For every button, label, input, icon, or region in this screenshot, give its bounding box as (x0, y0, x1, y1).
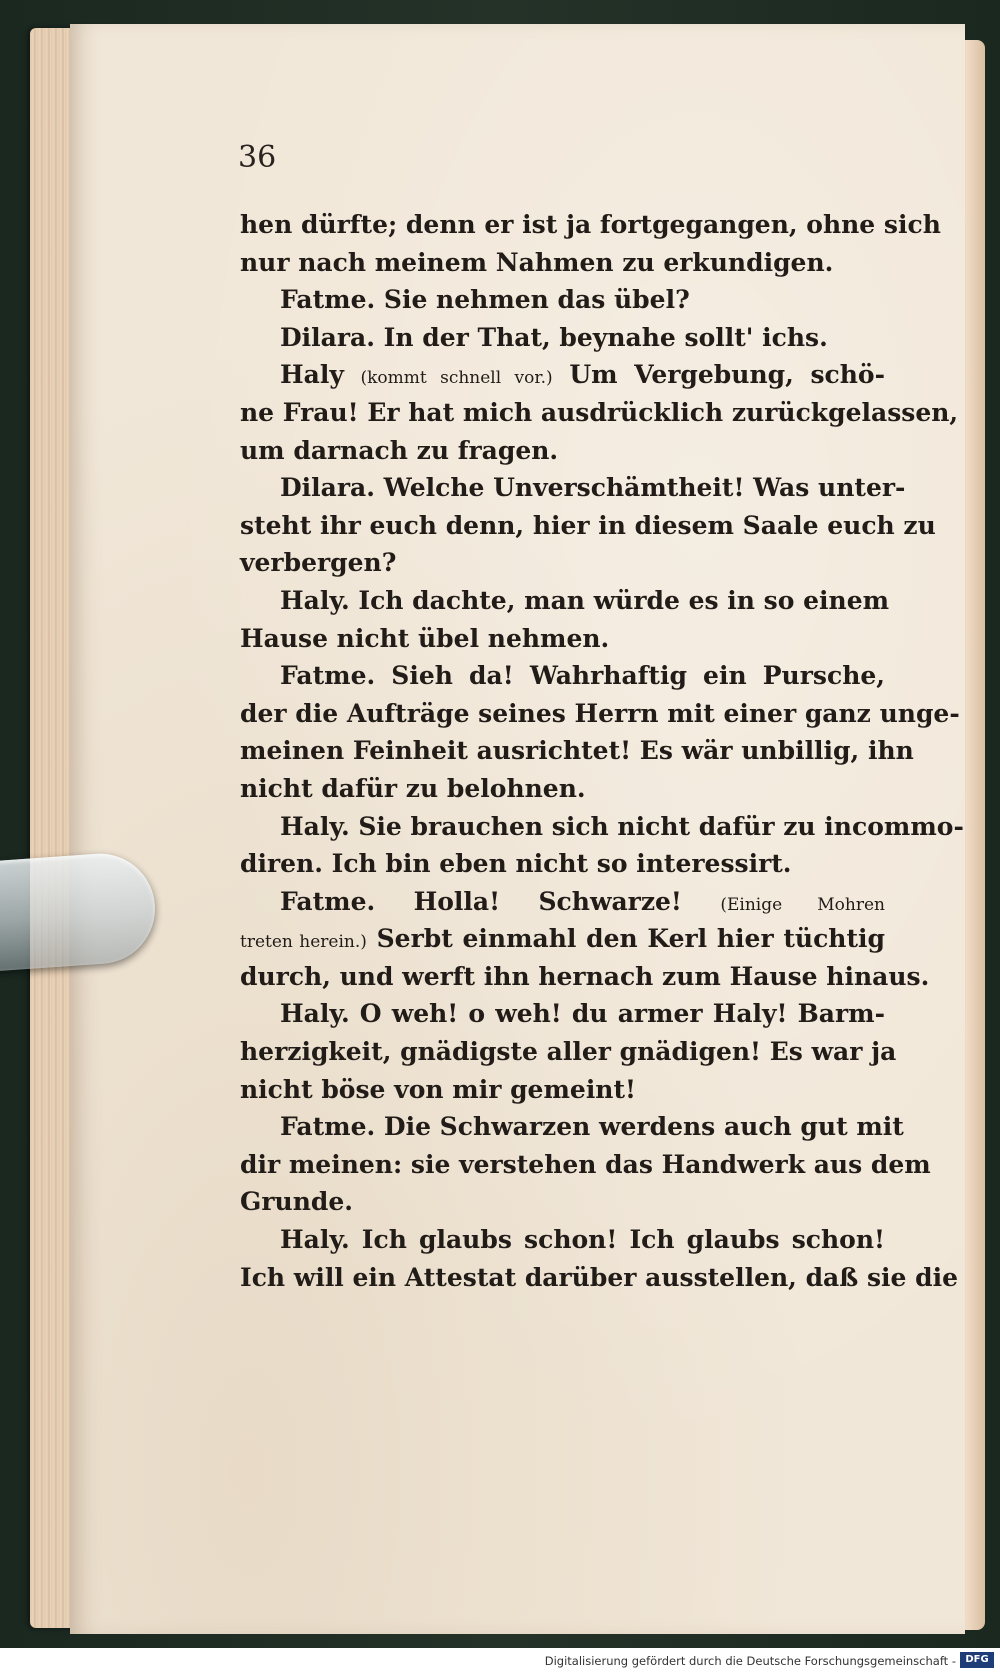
line-text: herzigkeit, gnädigste aller gnädigen! Es war ja (240, 1037, 897, 1067)
text-line (240, 808, 964, 846)
line-text: hen dürfte; denn er ist ja fortgegangen, ohne sich (240, 210, 941, 239)
text-line (240, 582, 890, 620)
text-line (240, 1033, 897, 1071)
text-line (240, 1108, 904, 1146)
text-line (240, 206, 941, 244)
stage-direction: (Einige Mohren (720, 894, 885, 915)
page-text (240, 206, 964, 1296)
page-number: 36 (238, 140, 277, 175)
line-text: nicht dafür zu belohnen. (240, 773, 586, 803)
text-line (240, 244, 885, 282)
line-text: Haly. Ich dachte, man würde es in so einem (280, 585, 890, 615)
text-line (240, 695, 960, 733)
line-text: Haly. O weh! o weh! du armer Haly! Barm- (280, 999, 885, 1029)
line-text: dir meinen: sie verstehen das Handwerk aus dem (240, 1149, 931, 1179)
text-line (240, 920, 885, 958)
line-text: um darnach zu fragen. (240, 435, 559, 465)
text-line (240, 657, 885, 695)
line-text: diren. Ich bin eben nicht so interessirt. (240, 849, 792, 879)
text-line (240, 356, 885, 394)
line-text: ne Frau! Er hat mich ausdrücklich zurückgelassen, (240, 397, 959, 427)
text-line (240, 995, 885, 1033)
line-text: der die Aufträge seines Herrn mit einer ganz unge- (240, 698, 960, 728)
text-line (240, 544, 885, 582)
line-text: Fatme. Sieh da! Wahrhaftig ein Pursche, (280, 661, 885, 691)
line-text: Haly. Sie brauchen sich nicht dafür zu incommo- (280, 811, 964, 841)
text-line (240, 845, 885, 883)
line-text: Fatme. Die Schwarzen werdens auch gut mit (280, 1112, 904, 1142)
text-line (240, 732, 914, 770)
text-line (240, 1183, 885, 1221)
text-line (240, 469, 906, 507)
text-line (240, 620, 885, 658)
text-line (240, 394, 959, 432)
stage-direction: (kommt schnell vor.) (360, 368, 553, 389)
line-text: Um Vergebung, schö- (569, 360, 885, 390)
text-line (240, 432, 885, 470)
line-text: durch, und werft ihn hernach zum Hause hinaus. (240, 961, 930, 991)
dfg-logo: DFG (960, 1652, 994, 1668)
text-line (240, 770, 885, 808)
line-text: Hause nicht übel nehmen. (240, 623, 610, 653)
line-text: Haly (280, 360, 344, 390)
stage-direction: treten herein.) (240, 932, 367, 953)
text-line (240, 507, 936, 545)
line-text: Grunde. (240, 1187, 353, 1217)
line-text: steht ihr euch denn, hier in diesem Saale euch zu (240, 510, 936, 540)
text-line (240, 1221, 885, 1259)
text-line (240, 1259, 959, 1297)
line-text: verbergen? (240, 548, 397, 578)
line-text: nur nach meinem Nahmen zu erkundigen. (240, 247, 834, 277)
line-text: Fatme. Holla! Schwarze! (280, 886, 682, 916)
footer-credit: Digitalisierung gefördert durch die Deutsche Forschungsgemeinschaft - (544, 1654, 956, 1668)
text-line (240, 319, 885, 357)
line-text: Ich will ein Attestat darüber ausstellen, daß sie die (240, 1262, 959, 1292)
text-line (240, 1071, 885, 1109)
line-text: Haly. Ich glaubs schon! Ich glaubs schon! (280, 1225, 885, 1255)
text-line (240, 958, 930, 996)
line-text: Dilara. Welche Unverschämtheit! Was unter- (280, 473, 906, 503)
line-text: Dilara. In der That, beynahe sollt' ichs. (280, 322, 828, 352)
line-text: Fatme. Sie nehmen das übel? (280, 285, 690, 315)
line-text: nicht böse von mir gemeint! (240, 1074, 637, 1104)
text-line (240, 281, 885, 319)
text-line (240, 1146, 931, 1184)
text-line (240, 883, 885, 921)
line-text: meinen Feinheit ausrichtet! Es wär unbillig, ihn (240, 736, 914, 766)
line-text: Serbt einmahl den Kerl hier tüchtig (376, 924, 885, 954)
